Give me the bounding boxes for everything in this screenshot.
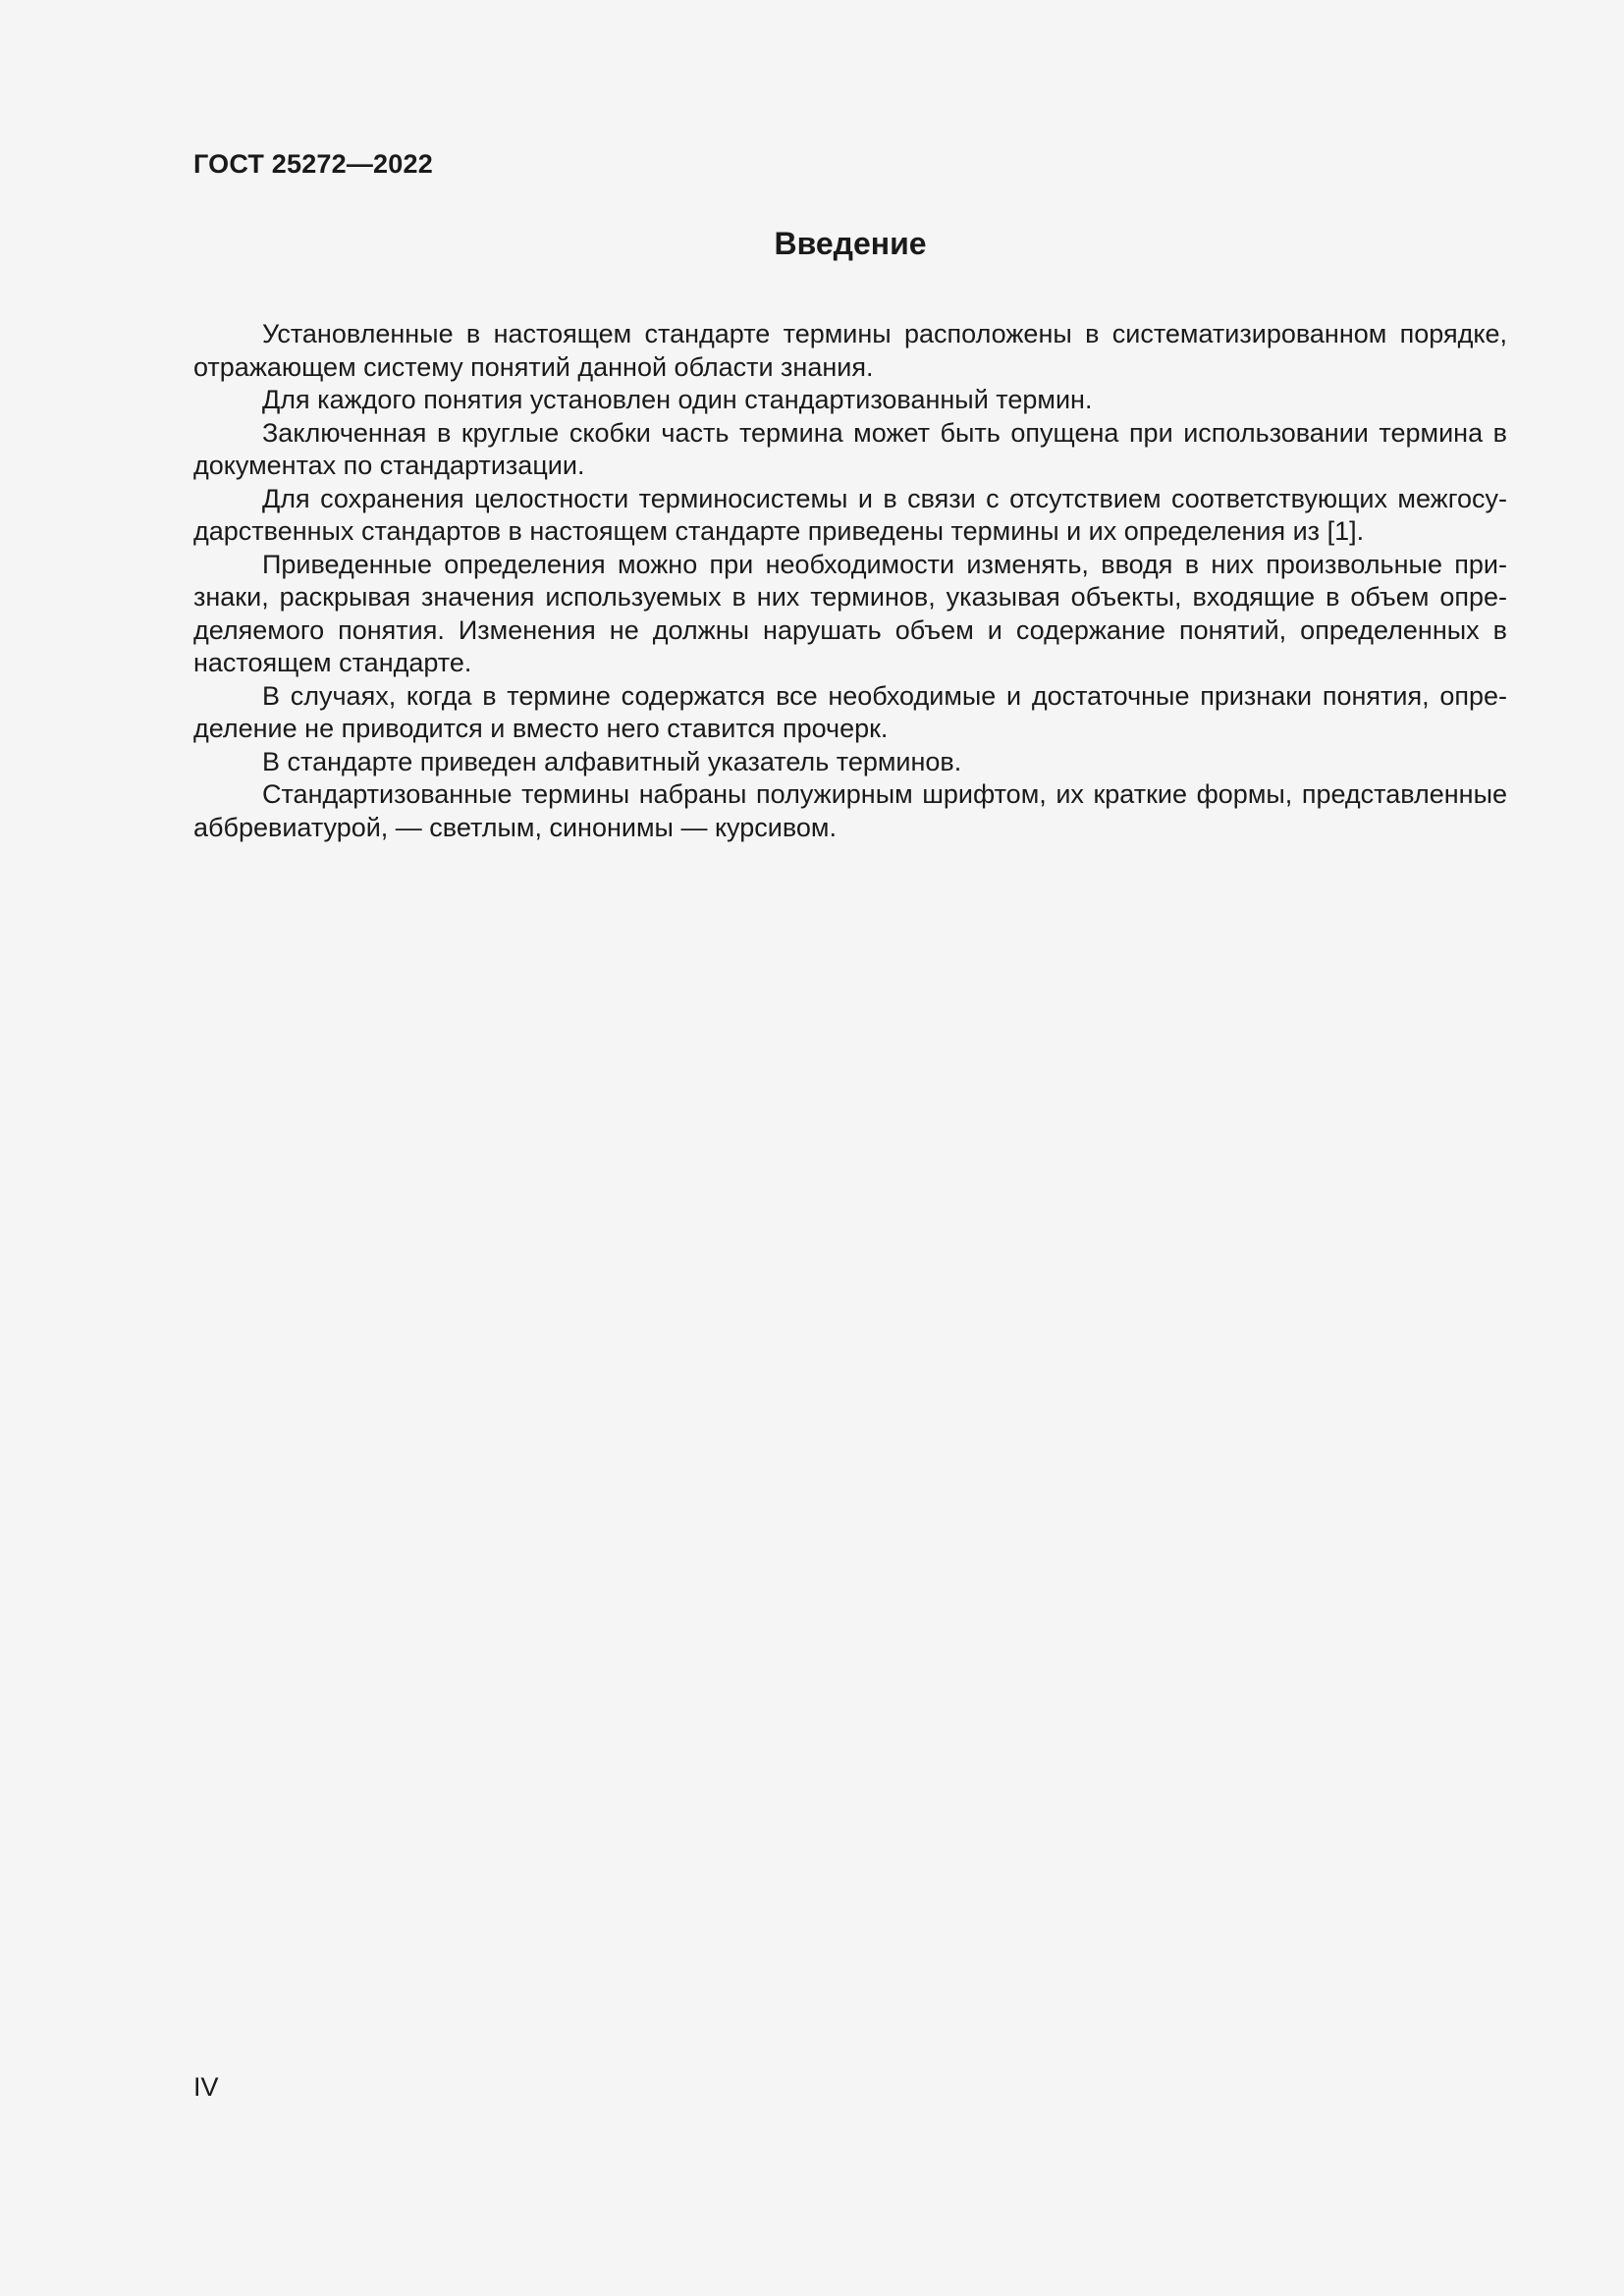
paragraph: Установленные в настоящем стандарте термины расположены в систематизированном порядке, отражающем систему понятий данной области знания. [193, 319, 1507, 382]
paragraph: Стандартизованные термины набраны полужирным шрифтом, их краткие формы, представленные аббревиатурой, — светлым, синонимы — курсивом. [193, 779, 1507, 842]
body-text [193, 318, 1507, 844]
page-number: IV [193, 2072, 219, 2102]
paragraph: В случаях, когда в термине содержатся все необходимые и достаточные признаки понятия, определение не приводится и вместо него ставится прочерк. [193, 680, 1507, 743]
page-title: Введение [774, 226, 927, 261]
paragraph: Приведенные определения можно при необходимости изменять, вводя в них произвольные признаки, раскрывая значения используемых в них терминов, указывая объекты, входящие в объем определяемого понятия. Изменения не должны нарушать объем и содержание понятий, определенных в настоящем стандарте. [193, 549, 1507, 677]
paragraph: Для сохранения целостности терминосистемы и в связи с отсутствием соответствующих межгосударственных стандартов в настоящем стандарте приведены термины и их определения из [1]. [193, 483, 1507, 546]
paragraph: Для каждого понятия установлен один стандартизованный термин. [262, 385, 1093, 414]
document-header: ГОСТ 25272—2022 [193, 149, 433, 179]
paragraph: В стандарте приведен алфавитный указатель терминов. [262, 746, 962, 776]
paragraph: Заключенная в круглые скобки часть термина может быть опущена при использовании термина в документах по стандартизации. [193, 417, 1507, 480]
